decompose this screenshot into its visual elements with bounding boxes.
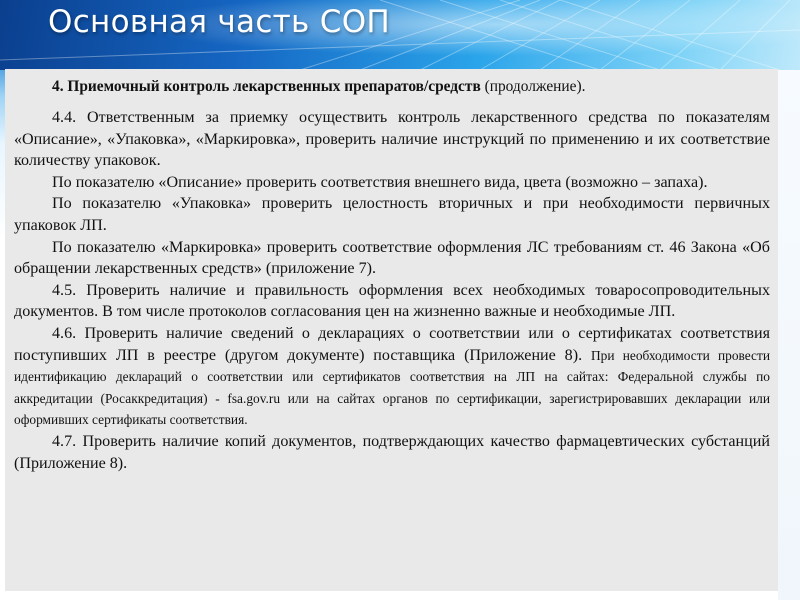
paragraph-text: 4.6. Проверить наличие сведений о декларациях о соответствии или о сертификатах соответствия поступивших ЛП в реестре (другом документе) поставщика (Приложение 8). bbox=[14, 324, 770, 364]
paragraph-4-4 bbox=[14, 107, 770, 172]
content-panel bbox=[5, 69, 778, 591]
paragraph-text: 4.7. Проверить наличие копий документов, подтверждающих качество фармацевтических субстанций (Приложение 8). bbox=[14, 432, 770, 472]
paragraph-description bbox=[14, 172, 770, 194]
section-heading bbox=[14, 77, 770, 97]
paragraph-text: 4.4. Ответственным за приемку осуществить контроль лекарственного средства по показателям «Описание», «Упаковка», «Маркировка», проверить наличие инструкций по применению и их соответствие количеству упаковок. bbox=[14, 109, 770, 170]
section-heading-suffix: (продолжение). bbox=[480, 78, 586, 95]
paragraph-note: При необходимости провести идентификацию деклараций о соответствии или сертификатов соответствия на ЛП на сайтах: Федеральной службы по аккредитации (Росаккредитация) - fsa.gov.ru или на сайтах органов по сертификации, зарегистрировавших декларации или оформивших сертификаты соответствия. bbox=[14, 347, 770, 428]
paragraph-text: По показателю «Маркировка» проверить соответствие оформления ЛС требованиям ст. 46 Закона «Об обращении лекарственных средств» (приложение 7). bbox=[14, 238, 770, 278]
section-heading-bold: 4. Приемочный контроль лекарственных препаратов/средств bbox=[52, 78, 481, 95]
paragraph-text: По показателю «Описание» проверить соответствия внешнего вида, цвета (возможно – запаха). bbox=[52, 173, 708, 191]
paragraph-4-7 bbox=[14, 431, 770, 474]
paragraph-text: По показателю «Упаковка» проверить целостность вторичных и при необходимости первичных упаковок ЛП. bbox=[14, 195, 770, 234]
slide-header bbox=[0, 0, 800, 70]
paragraph-packaging bbox=[14, 193, 770, 236]
paragraph-4-6 bbox=[14, 323, 770, 431]
paragraph-marking bbox=[14, 237, 770, 280]
right-edge-strip bbox=[778, 70, 800, 600]
paragraph-text: 4.5. Проверить наличие и правильность оформления всех необходимых товаросопроводительных документов. В том числе протоколов согласования цен на жизненно важные и необходимые ЛП. bbox=[14, 281, 770, 321]
paragraph-4-5 bbox=[14, 280, 770, 323]
slide-title: Основная часть СОП bbox=[48, 4, 391, 40]
